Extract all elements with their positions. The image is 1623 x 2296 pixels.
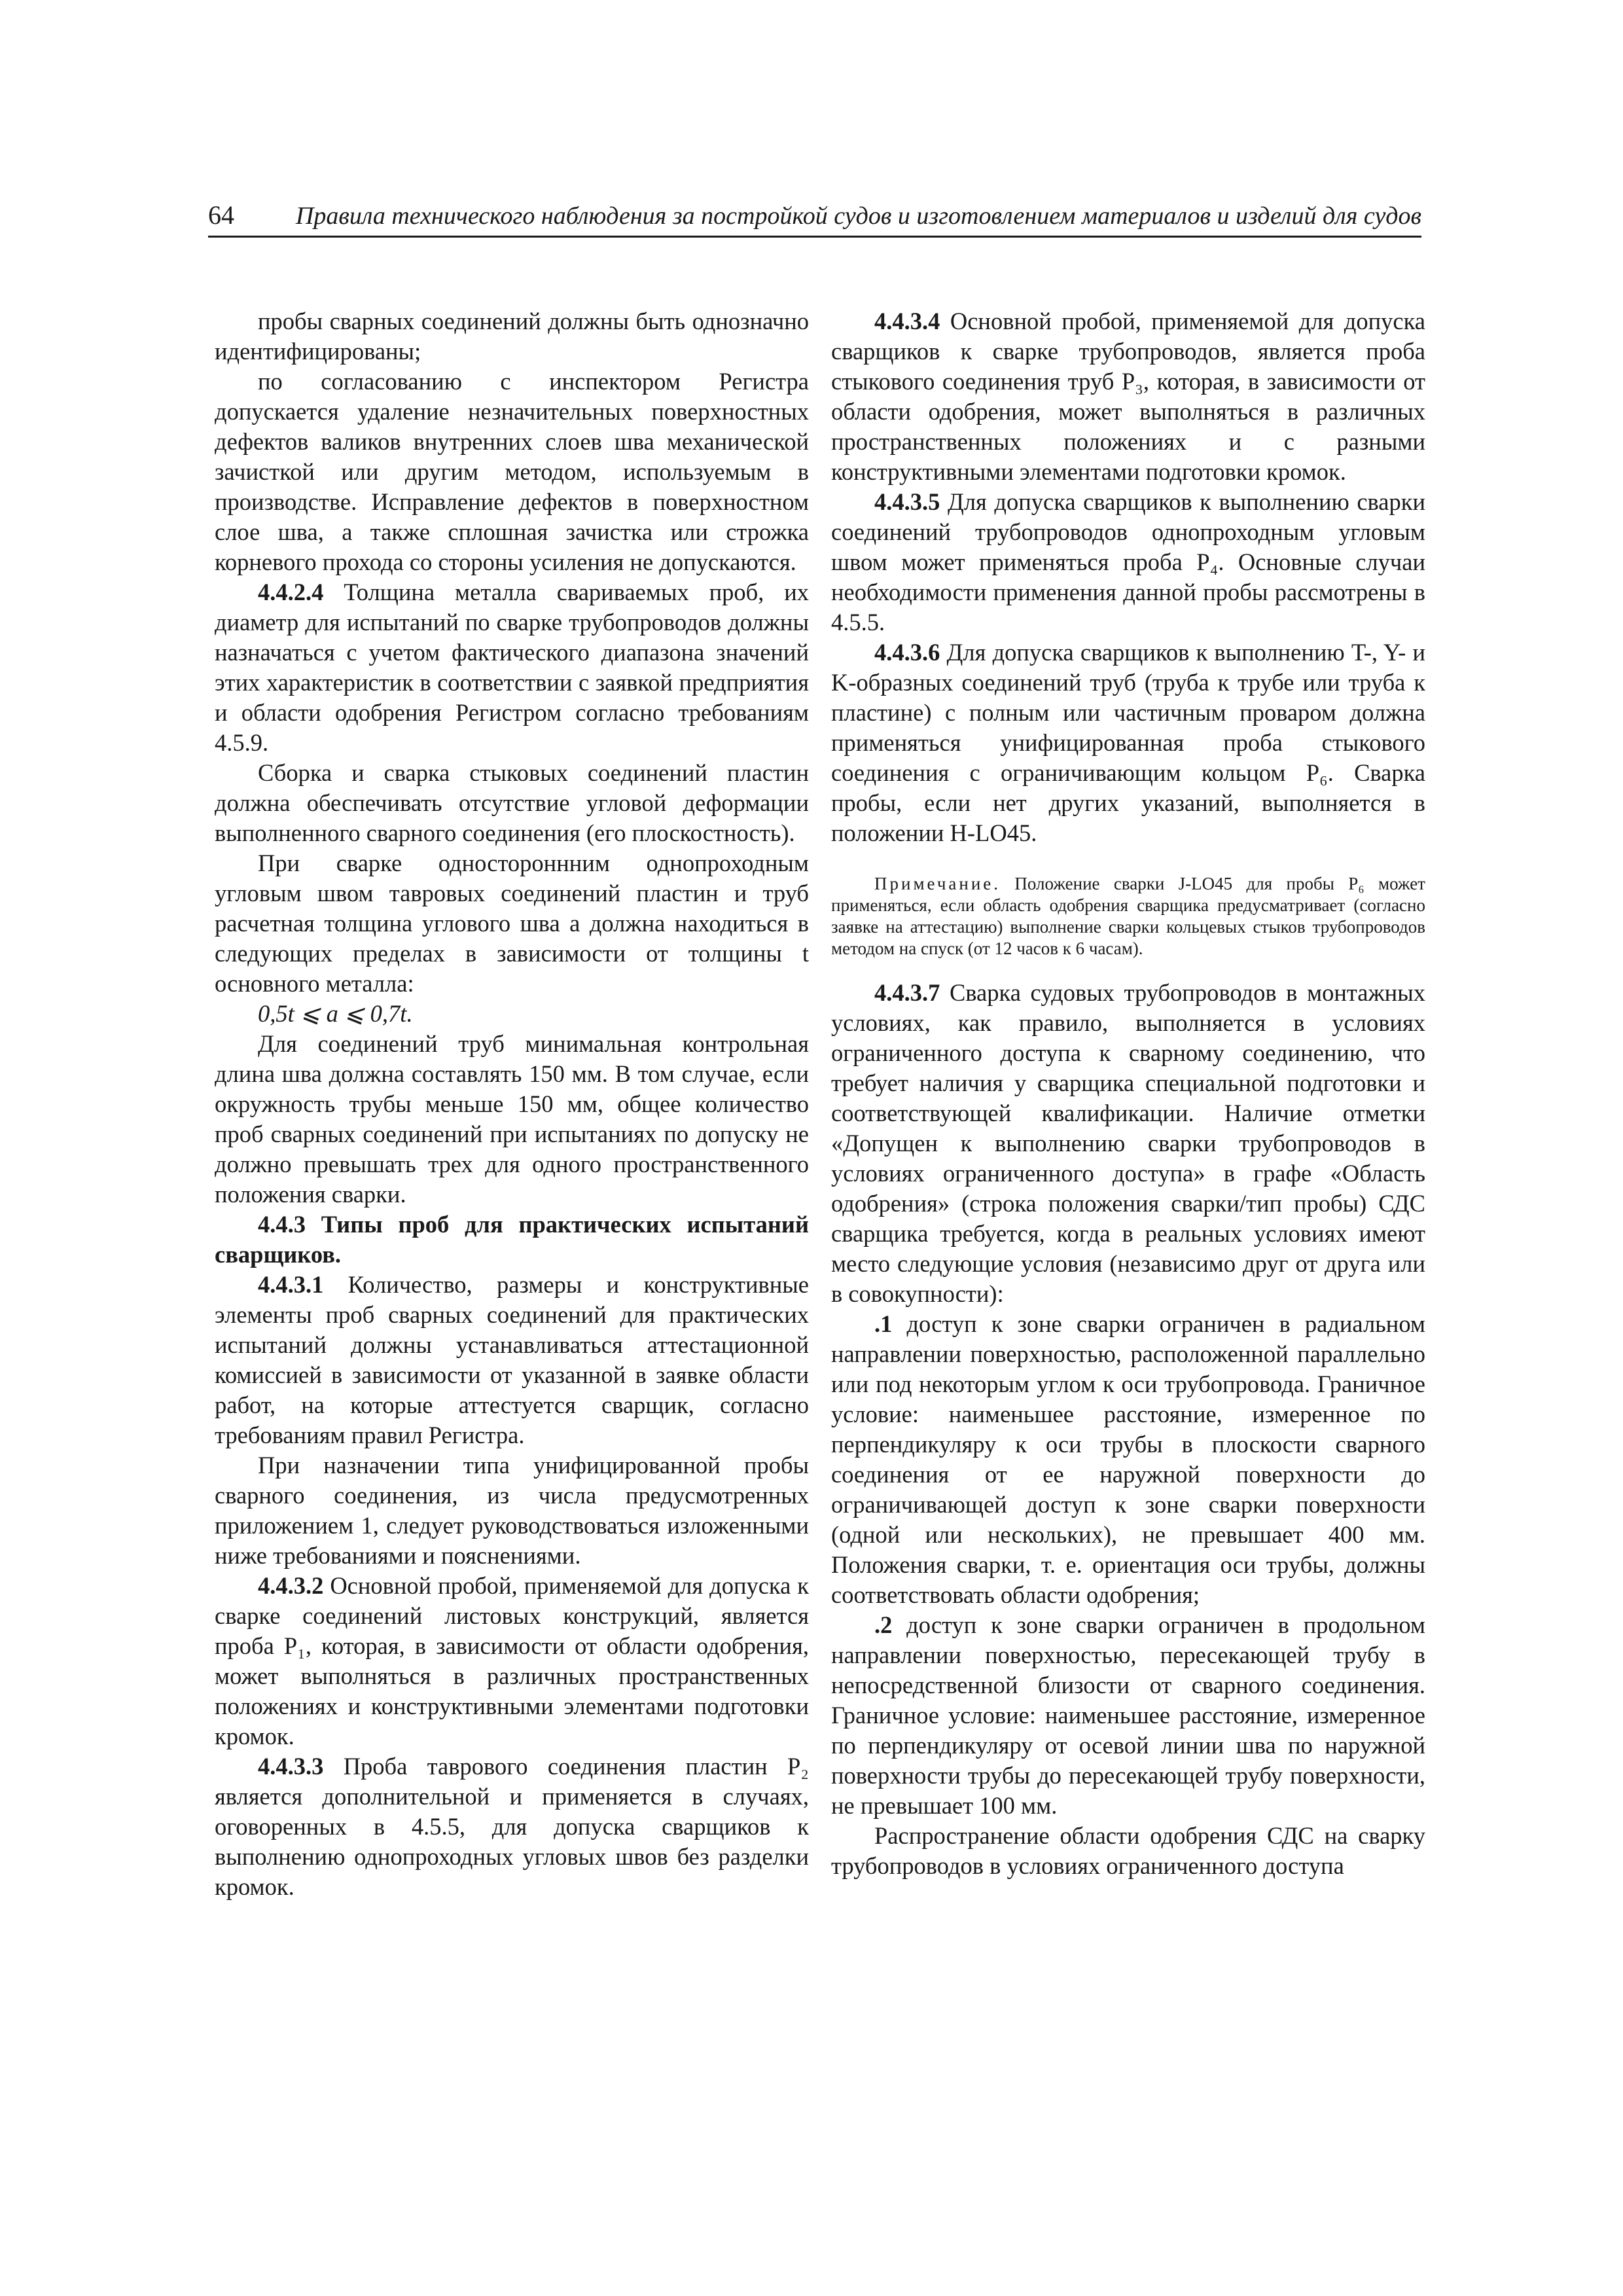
left-column <box>215 306 809 1902</box>
clause-number: 4.4.3.4 <box>874 308 940 334</box>
paragraph: 4.4.3.3 Проба таврового соединения пластин P₂ является дополнительной и применяется в случаях, оговоренных в 4.5.5, для допуска сварщиков к выполнению однопроходных угловых швов без разделки кромок. <box>215 1753 809 1900</box>
paragraph: 4.4.3.2 Основной пробой, применяемой для допуска к сварке соединений листовых конструкций, является проба P₁, которая, в зависимости от области одобрения, может выполняться в различных пространственных положениях и конструктивными элементами подготовки кромок. <box>215 1572 809 1749</box>
paragraph: При назначении типа унифицированной пробы сварного соединения, из числа предусмотренных приложением 1, следует руководствоваться изложенными ниже требованиями и пояснениями. <box>215 1452 809 1569</box>
running-header <box>208 196 1421 238</box>
note-text: Положение сварки J-LO45 для пробы P₆ может применяться, если область одобрения сварщика предусматривает (согласно заявке на аттестацию) выполнение сварки кольцевых стыков трубопроводов методом на спуск (от 12 часов к 6 часам). <box>831 874 1425 958</box>
paragraph: по согласованию с инспектором Регистра допускается удаление незначительных поверхностных дефектов валиков внутренних слоев шва механической зачисткой или другим методом, используемым в производстве. Исправление дефектов в поверхностном слое шва, а также сплошная зачистка или строжка корневого прохода со стороны усиления не допускаются. <box>215 368 809 575</box>
clause-number: 4.4.3.3 <box>258 1753 324 1780</box>
list-number: .1 <box>874 1310 893 1337</box>
paragraph: 4.4.3.1 Количество, размеры и конструктивные элементы проб сварных соединений для практических испытаний должны устанавливаться аттестационной комиссией в зависимости от указанной в заявке области работ, на которые аттестуется сварщик, согласно требованиям правил Регистра. <box>215 1271 809 1448</box>
paragraph: 4.4.3.4 Основной пробой, применяемой для допуска сварщиков к сварке трубопроводов, является проба стыкового соединения труб P₃, которая, в зависимости от области одобрения, может выполняться в различных пространственных положениях и с разными конструктивными элементами подготовки кромок. <box>831 308 1425 485</box>
right-column <box>831 306 1425 1881</box>
paragraph: При сварке одностороннним однопроходным угловым швом тавровых соединений пластин и труб расчетная толщина углового шва a должна находиться в следующих пределах в зависимости от толщины t основного металла: <box>215 850 809 997</box>
paragraph: пробы сварных соединений должны быть однозначно идентифицированы; <box>215 308 809 365</box>
clause-number: 4.4.3.6 <box>874 639 940 666</box>
note <box>831 873 1425 960</box>
note-label: Примечание. <box>874 874 1001 893</box>
paragraph: 4.4.3.6 Для допуска сварщиков к выполнению T-, Y- и K-образных соединений труб (труба к трубе или труба к пластине) с полным или частичным проваром должна применяться унифицированная проба стыкового соединения с ограничивающим кольцом P₆. Сварка пробы, если нет других указаний, выполняется в положении H-LO45. <box>831 639 1425 846</box>
paragraph: 4.4.3.7 Сварка судовых трубопроводов в монтажных условиях, как правило, выполняется в условиях ограниченного доступа к сварному соединению, что требует наличия у сварщика специальной подготовки и соответствующей квалификации. Наличие отметки «Допущен к выполнению сварки трубопроводов в условиях ограниченного доступа» в графе «Область одобрения» (строка положения сварки/тип пробы) СДС сварщика требуется, когда в реальных условиях имеют место следующие условия (независимо друг от друга или в совокупности): <box>831 979 1425 1307</box>
section-heading: 4.4.3 Типы проб для практических испытаний сварщиков. <box>215 1211 809 1268</box>
clause-number: 4.4.2.4 <box>258 579 324 605</box>
list-number: .2 <box>874 1611 893 1638</box>
paragraph: 4.4.3.5 Для допуска сварщиков к выполнению сварки соединений трубопроводов однопроходным угловым швом может применяться проба P₄. Основные случаи необходимости применения данной пробы рассмотрены в 4.5.5. <box>831 488 1425 636</box>
paragraph: 4.4.2.4 Толщина металла свариваемых проб, их диаметр для испытаний по сварке трубопроводов должны назначаться с учетом фактического диапазона значений этих характеристик в соответствии с заявкой предприятия и области одобрения Регистром согласно требованиям 4.5.9. <box>215 579 809 756</box>
list-item: .2 доступ к зоне сварки ограничен в продольном направлении поверхностью, пересекающей трубу в непосредственной близости от сварного соединения. Граничное условие: наименьшее расстояние, измеренное по перпендикуляру от осевой линии шва по наружной поверхности трубы до пересекающей трубу поверхности, не превышает 100 мм. <box>831 1611 1425 1819</box>
paragraph: Сборка и сварка стыковых соединений пластин должна обеспечивать отсутствие угловой деформации выполненного сварного соединения (его плоскостность). <box>215 759 809 846</box>
running-title: Правила технического наблюдения за постройкой судов и изготовлением материалов и изделий для судов <box>295 202 1421 230</box>
list-item: .1 доступ к зоне сварки ограничен в радиальном направлении поверхностью, расположенной параллельно или под некоторым углом к оси трубопровода. Граничное условие: наименьшее расстояние, измеренное по перпендикуляру к оси трубы в плоскости сварного соединения от ее наружной поверхности до ограничивающей доступ к зоне сварки поверхности (одной или нескольких), не превышает 400 мм. Положения сварки, т. е. ориентация оси трубы, должны соответствовать области одобрения; <box>831 1310 1425 1608</box>
formula: 0,5t ⩽ a ⩽ 0,7t. <box>258 1000 413 1027</box>
clause-number: 4.4.3.1 <box>258 1271 324 1298</box>
page-number: 64 <box>208 200 234 230</box>
paragraph: Для соединений труб минимальная контрольная длина шва должна составлять 150 мм. В том случае, если окружность трубы меньше 150 мм, общее количество проб сварных соединений при испытаниях по допуску не должно превышать трех для одного пространственного положения сварки. <box>215 1030 809 1208</box>
clause-number: 4.4.3.7 <box>874 979 940 1006</box>
clause-number: 4.4.3.2 <box>258 1572 324 1599</box>
clause-number: 4.4.3.5 <box>874 488 940 515</box>
paragraph: Распространение области одобрения СДС на сварку трубопроводов в условиях ограниченного доступа <box>831 1822 1425 1879</box>
